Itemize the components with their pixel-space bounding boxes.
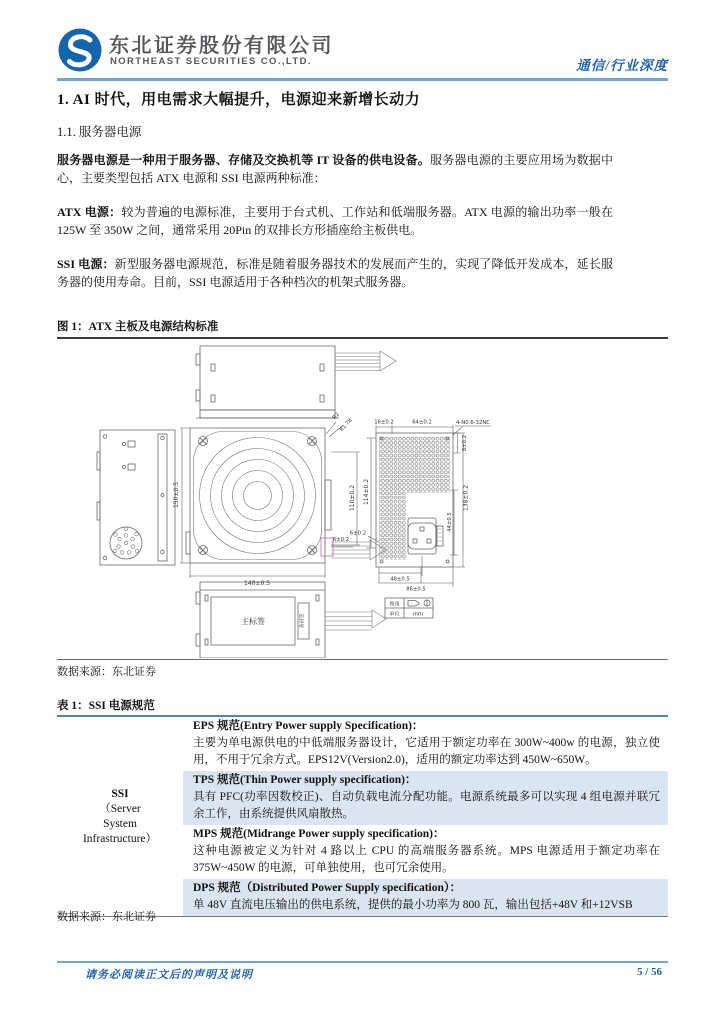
psu-rear-view <box>376 433 453 567</box>
dim-label-16: 16±0.2 <box>374 419 394 426</box>
round-connector <box>110 527 142 559</box>
radius-label-r178: R1.78 <box>338 417 354 434</box>
dim-label-64: 64±0.2 <box>412 419 432 426</box>
psu-bottom-view <box>196 582 386 658</box>
psu-fan-view <box>186 422 386 563</box>
legend-unit-label: 单位 <box>389 611 400 618</box>
paragraph-intro-lead: 服务器电源是一种用于服务器、存储及交换机等 IT 设备的供电设备。 <box>57 153 431 167</box>
figure-caption: 图 1：ATX 主板及电源结构标准 <box>57 321 219 333</box>
figure-top-rule <box>57 337 668 339</box>
ssi-spec-table <box>57 717 668 917</box>
dim-label-140: 140±0.5 <box>243 580 271 587</box>
table-row-eps <box>183 717 668 771</box>
tps-title: TPS 规范(Thin Power supply specification)： <box>193 774 417 786</box>
company-logo-icon <box>57 27 103 78</box>
legend-mm-label: mm <box>412 611 424 618</box>
wire-bundle-bottom <box>325 610 386 630</box>
mps-body: 这种电源被定义为针对 4 路以上 CPU 的高端服务器系统。MPS 电源适用于额定功率在 375W~450W 的电源，可单独使用，也可冗余使用。 <box>193 845 660 874</box>
dim-label-48: 48±0.5 <box>390 576 410 583</box>
ssi-label-line3: System <box>103 817 137 830</box>
psu-side-view <box>97 430 175 565</box>
header-rule <box>57 78 668 81</box>
wire-bundle-top <box>335 351 396 371</box>
report-category-tag: 通信/行业深度 <box>576 58 668 73</box>
paragraph-atx-lead: ATX 电源： <box>57 205 122 219</box>
psu-top-view <box>196 346 396 418</box>
figure-source-note: 数据来源：东北证券 <box>57 666 156 678</box>
ssi-label-line2: （Server <box>99 802 141 815</box>
barcode-label-text: 条码签 <box>299 613 306 629</box>
dps-body: 单 48V 直流电压输出的供电系统，提供的最小功率为 800 瓦，输出包括+48V 和+12VSB <box>193 899 633 911</box>
thread-note-label: 4-N0.6-32NC <box>456 420 490 426</box>
paragraph-intro <box>57 152 613 187</box>
dim-label-6-panel: 6±0.2 <box>349 530 367 537</box>
paragraph-ssi-lead: SSI 电源： <box>57 257 115 271</box>
dim-label-110: 110±0.2 <box>349 484 356 512</box>
dim-label-8: 8±0.2 <box>462 434 468 452</box>
ssi-label-line4: Infrastructure） <box>82 832 158 845</box>
page-number: 5 / 56 <box>636 966 662 978</box>
table-caption: 表 1：SSI 电源规范 <box>57 700 155 712</box>
corner-screws <box>199 437 317 555</box>
radius-label-r2: R2 <box>331 411 341 421</box>
mps-title: MPS 规范(Midrange Power supply specification)： <box>193 828 445 840</box>
dim-label-44: 44±0.5 <box>447 512 453 532</box>
figure-bottom-rule <box>57 659 668 660</box>
footer-disclaimer: 请务必阅读正文后的声明及说明 <box>85 969 253 981</box>
eps-body: 主要为单电源供电的中低端服务器设计，它适用于额定功率在 300W~400w 的电源，独立使用，不用于冗余方式。EPS12V(Version2.0)，适用的额定功率达到 450W~650W。 <box>193 737 660 766</box>
subsection-heading: 1.1. 服务器电源 <box>57 125 142 139</box>
table-row-dps <box>183 879 668 916</box>
iec-inlet <box>408 518 436 554</box>
wire-bundle-fan <box>331 540 386 560</box>
dim-label-138: 138±0.2 <box>462 484 470 512</box>
main-label-text: 主标签 <box>241 617 265 626</box>
dim-label-114: 114±0.2 <box>363 478 370 506</box>
table-spec-column <box>183 717 668 916</box>
table-row-header-ssi <box>57 717 183 916</box>
footer-rule <box>57 961 668 963</box>
table-row-tps <box>183 771 668 825</box>
company-name-cn: 东北证券股份有限公司 <box>109 35 334 57</box>
dim-label-6-fan: 6±0.2 <box>332 537 350 543</box>
dim-label-150: 150±0.5 <box>173 481 180 509</box>
paragraph-atx <box>57 204 613 239</box>
figure-drawing <box>70 340 690 658</box>
table-source-note: 数据来源：东北证券 <box>57 911 156 923</box>
paragraph-ssi-rest: 新型服务器电源规范，标准是随着服务器技术的发展而产生的，实现了降低开发成本，延长服务器的使用寿命。目前，SSI 电源适用于各种档次的机架式服务器。 <box>57 257 613 289</box>
dim-label-86: 86±0.5 <box>406 586 426 593</box>
legend-view-label: 视角 <box>389 601 400 608</box>
table-row-mps <box>183 825 668 879</box>
tps-body: 具有 PFC(功率因数校正)、自动负载电流分配功能。电源系统最多可以实现 4 组电源并联冗余工作，由系统提供风扇散热。 <box>193 791 660 820</box>
ssi-label-line1: SSI <box>111 787 129 800</box>
company-name-en: NORTHEAST SECURITIES CO.,LTD. <box>110 56 312 67</box>
paragraph-atx-rest: 较为普遍的电源标准，主要用于台式机、工作站和低端服务器。ATX 电源的输出功率一般在 125W 至 350W 之间，通常采用 20Pin 的双排长方形插座给主板供电。 <box>57 205 613 237</box>
dps-title: DPS 规范（Distributed Power Supply specification）： <box>193 882 462 894</box>
paragraph-intro-rest: 服务器电源的主要应用场为数据中心，主要类型包括 ATX 电源和 SSI 电源两种标准： <box>57 153 613 185</box>
eps-title: EPS 规范(Entry Power supply Specification)： <box>193 720 424 732</box>
paragraph-ssi <box>57 256 613 291</box>
section-heading: 1. AI 时代，用电需求大幅提升，电源迎来新增长动力 <box>57 92 421 108</box>
